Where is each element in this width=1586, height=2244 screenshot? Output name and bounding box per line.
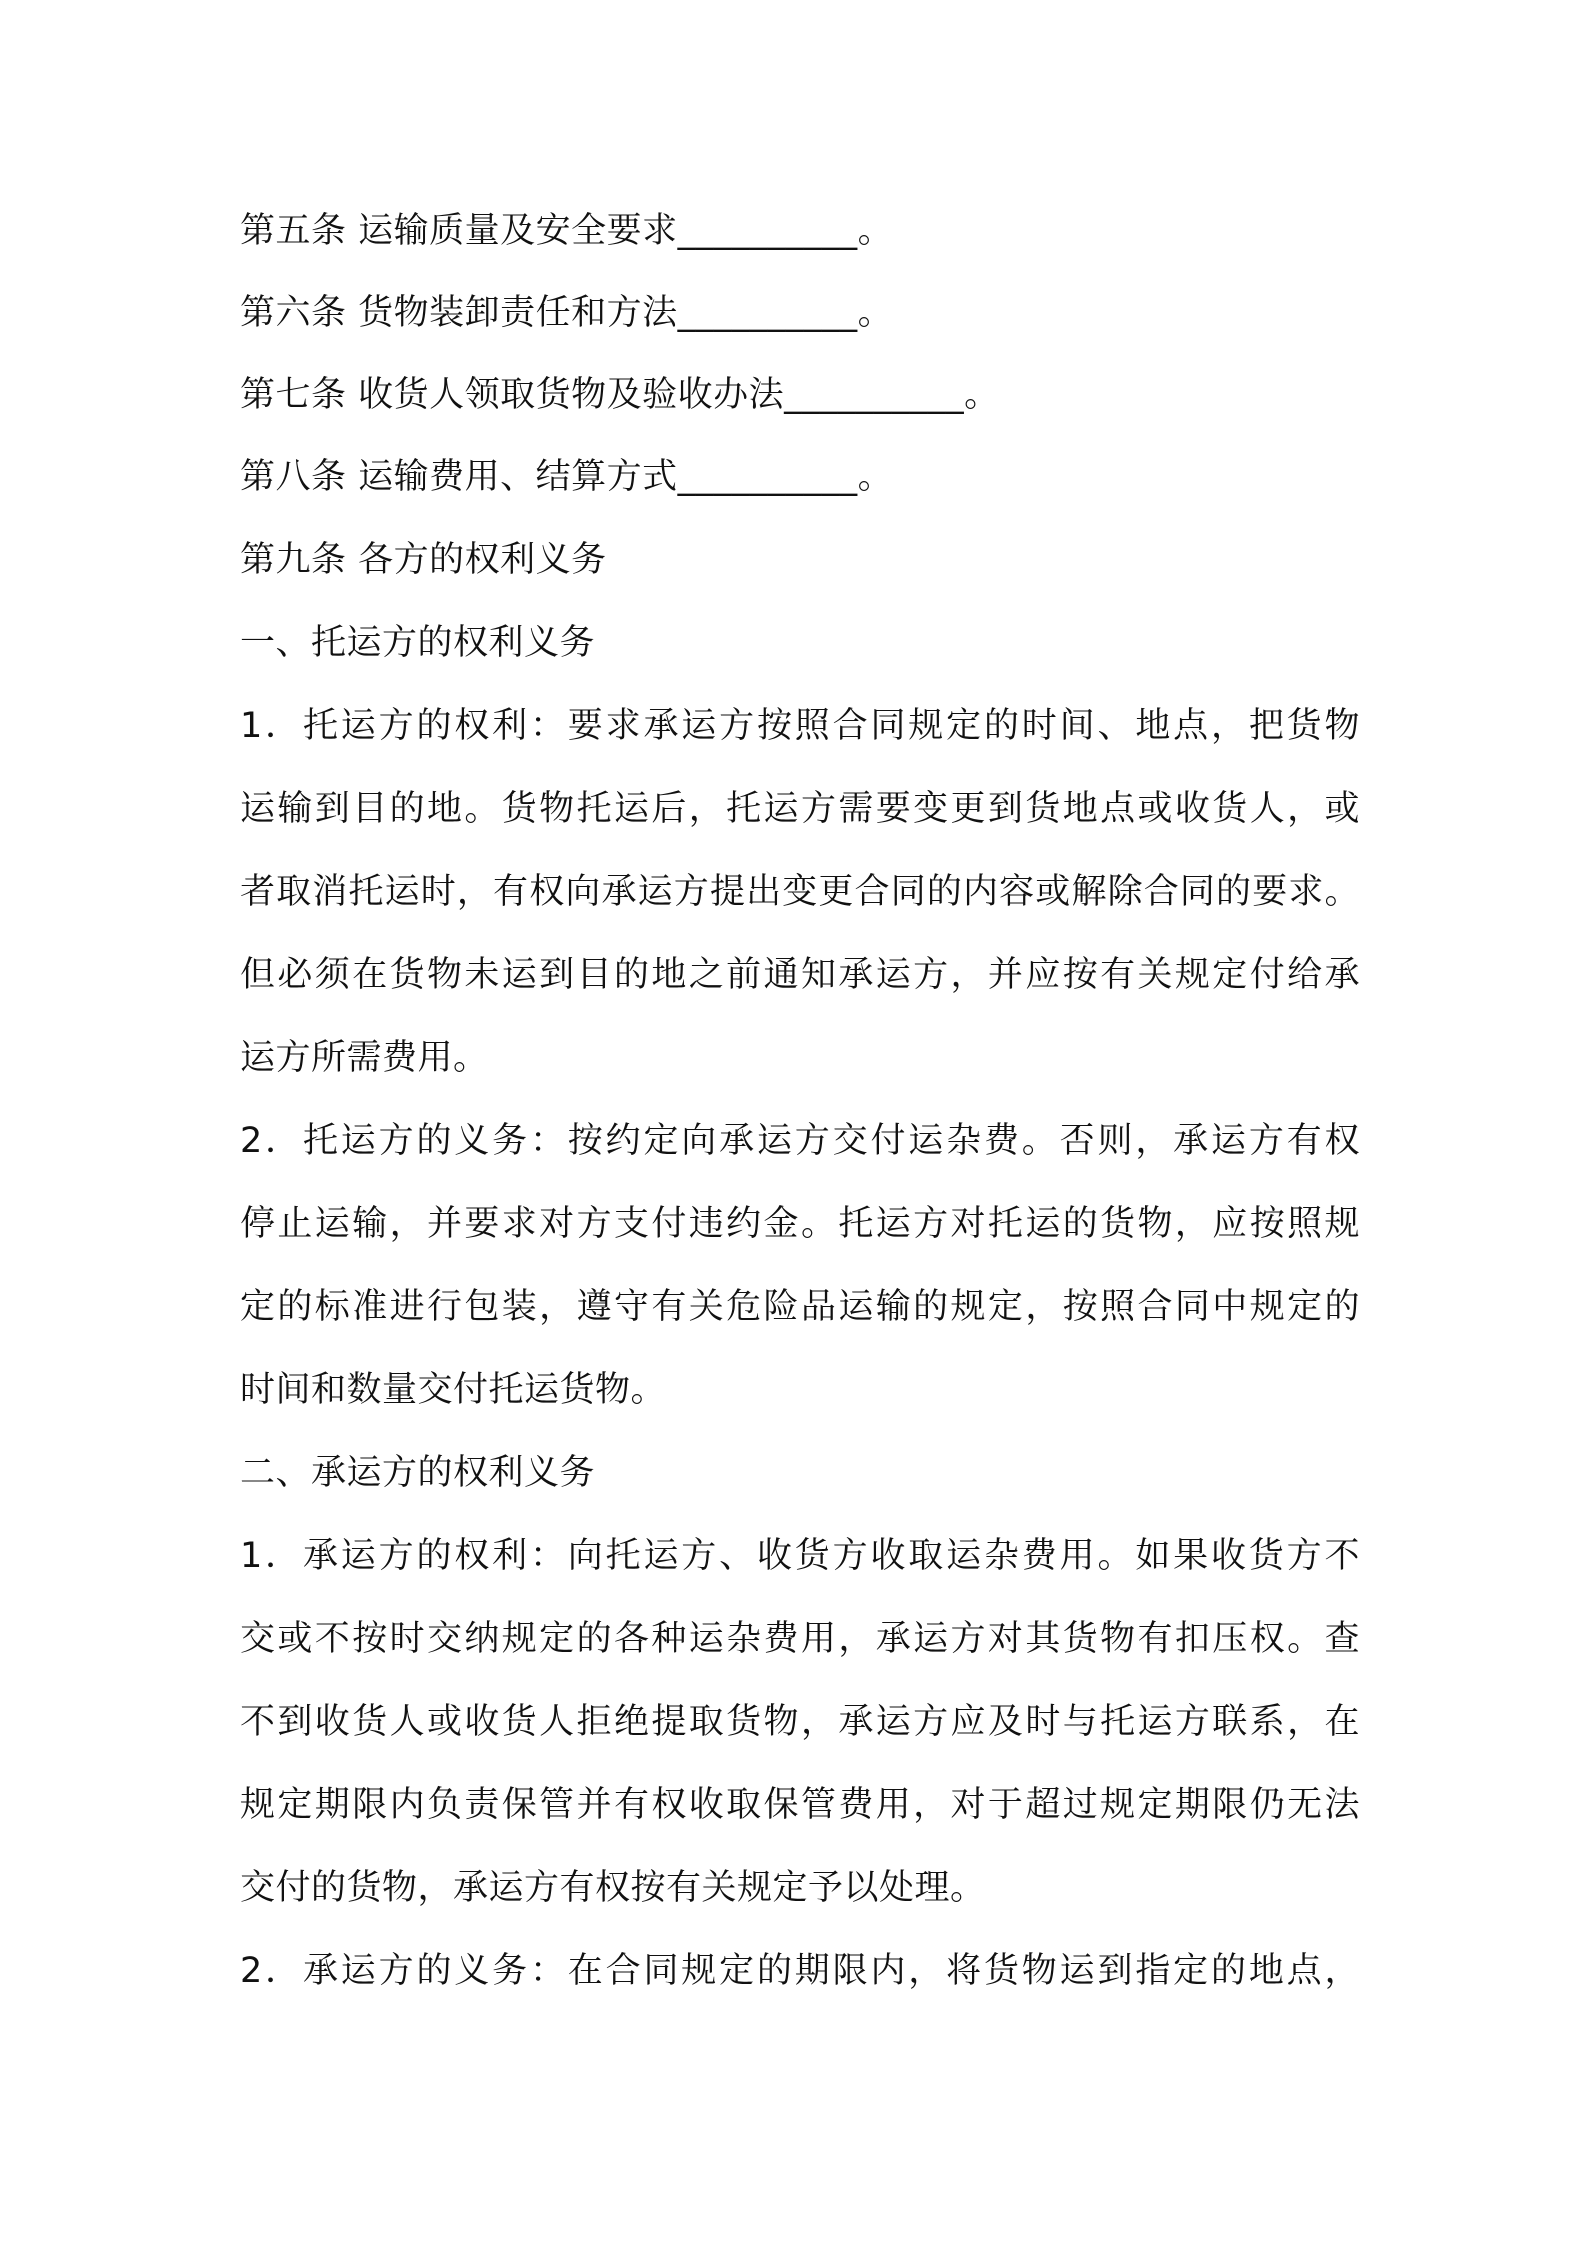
article-8-line: 第八条 运输费用、结算方式__________。 (240, 457, 894, 497)
paragraph-line: 1．托运方的权利：要求承运方按照合同规定的时间、地点，把货物 (240, 706, 1360, 746)
paragraph-line: 但必须在货物未运到目的地之前通知承运方，并应按有关规定付给承 (240, 955, 1360, 995)
paragraph-line: 2．托运方的义务：按约定向承运方交付运杂费。否则，承运方有权 (240, 1121, 1360, 1161)
section-1-heading: 一、托运方的权利义务 (240, 623, 596, 663)
paragraph-line: 运输到目的地。货物托运后，托运方需要变更到货地点或收货人，或 (240, 789, 1360, 829)
paragraph-line: 规定期限内负责保管并有权收取保管费用，对于超过规定期限仍无法 (240, 1785, 1360, 1825)
paragraph-line: 交付的货物，承运方有权按有关规定予以处理。 (240, 1868, 986, 1908)
article-7-line: 第七条 收货人领取货物及验收办法__________。 (240, 375, 1000, 415)
article-6-line: 第六条 货物装卸责任和方法__________。 (240, 293, 894, 333)
section-2-heading: 二、承运方的权利义务 (240, 1453, 596, 1493)
paragraph-line: 时间和数量交付托运货物。 (240, 1370, 667, 1410)
paragraph-line: 交或不按时交纳规定的各种运杂费用，承运方对其货物有扣压权。查 (240, 1619, 1360, 1659)
paragraph-line: 停止运输，并要求对方支付违约金。托运方对托运的货物，应按照规 (240, 1204, 1360, 1244)
paragraph-line: 不到收货人或收货人拒绝提取货物，承运方应及时与托运方联系，在 (240, 1702, 1360, 1742)
article-5-line: 第五条 运输质量及安全要求__________。 (240, 211, 894, 251)
paragraph-line: 运方所需费用。 (240, 1038, 489, 1078)
paragraph-line: 2．承运方的义务：在合同规定的期限内，将货物运到指定的地点， (240, 1951, 1360, 1991)
paragraph-line: 1．承运方的权利：向托运方、收货方收取运杂费用。如果收货方不 (240, 1536, 1360, 1576)
paragraph-line: 者取消托运时，有权向承运方提出变更合同的内容或解除合同的要求。 (240, 872, 1360, 912)
paragraph-line: 定的标准进行包装，遵守有关危险品运输的规定，按照合同中规定的 (240, 1287, 1360, 1327)
article-9-heading: 第九条 各方的权利义务 (240, 540, 607, 580)
